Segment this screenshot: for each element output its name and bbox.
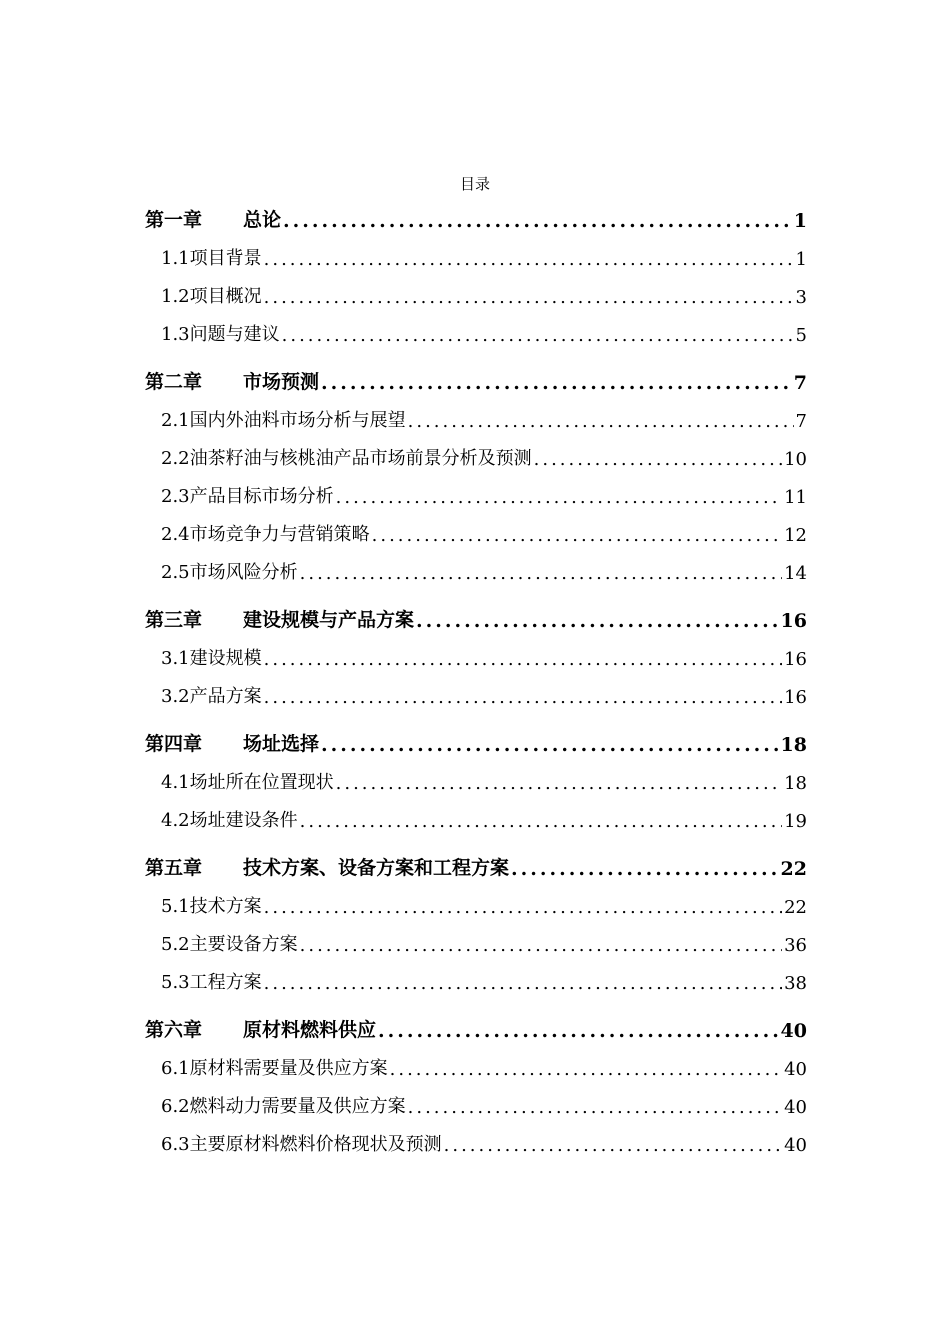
entry-title: 2.4市场竞争力与营销策略 xyxy=(161,524,370,545)
entry-title: 6.1原材料需要量及供应方案 xyxy=(161,1058,388,1079)
entry-title: 1.1项目背景 xyxy=(161,248,262,269)
page-number: 1 xyxy=(793,210,807,232)
entry-title: 2.2油茶籽油与核桃油产品市场前景分析及预测 xyxy=(161,448,532,469)
toc-section-entry[interactable] xyxy=(145,676,807,714)
table-of-contents xyxy=(145,200,807,1162)
toc-chapter-entry[interactable] xyxy=(145,1010,807,1048)
toc-chapter-entry[interactable] xyxy=(145,724,807,762)
dot-leader xyxy=(336,773,782,800)
dot-leader xyxy=(300,935,782,962)
entry-title: 原材料燃料供应 xyxy=(243,1019,377,1041)
toc-entry-label xyxy=(145,853,509,886)
page-number: 16 xyxy=(784,687,807,708)
entry-title: 建设规模与产品方案 xyxy=(243,609,415,631)
dot-leader xyxy=(408,411,794,438)
page-number: 5 xyxy=(795,325,807,346)
toc-entry-label xyxy=(161,320,280,352)
dot-leader xyxy=(300,563,782,590)
toc-section-entry[interactable] xyxy=(145,438,807,476)
entry-title: 市场预测 xyxy=(243,371,320,393)
page-number: 40 xyxy=(784,1097,807,1118)
toc-section-entry[interactable] xyxy=(145,514,807,552)
page-number: 18 xyxy=(780,734,807,756)
page-number: 7 xyxy=(795,411,807,432)
toc-chapter-entry[interactable] xyxy=(145,362,807,400)
page-number: 12 xyxy=(784,525,807,546)
dot-leader xyxy=(283,210,792,238)
toc-section-entry[interactable] xyxy=(145,400,807,438)
chapter-number: 第六章 xyxy=(145,1019,203,1041)
entry-title: 总论 xyxy=(243,209,282,231)
toc-section-entry[interactable] xyxy=(145,314,807,352)
entry-title: 3.2产品方案 xyxy=(161,686,262,707)
toc-entry-label xyxy=(145,205,281,238)
page-number: 36 xyxy=(784,935,807,956)
page-number: 22 xyxy=(780,858,807,880)
page-number: 7 xyxy=(793,372,807,394)
dot-leader xyxy=(264,687,782,714)
toc-section-entry[interactable] xyxy=(145,886,807,924)
page-number: 40 xyxy=(780,1020,807,1042)
entry-title: 6.2燃料动力需要量及供应方案 xyxy=(161,1096,406,1117)
toc-title: 目录 xyxy=(459,175,490,193)
entry-title: 5.1技术方案 xyxy=(161,896,262,917)
entry-title: 4.1场址所在位置现状 xyxy=(161,772,334,793)
toc-section-entry[interactable] xyxy=(145,962,807,1000)
entry-title: 1.2项目概况 xyxy=(161,286,262,307)
dot-leader xyxy=(408,1097,782,1124)
dot-leader xyxy=(416,610,779,638)
toc-entry-label xyxy=(161,1054,388,1086)
toc-entry-label xyxy=(161,682,262,714)
entry-title: 场址选择 xyxy=(243,733,320,755)
entry-title: 2.1国内外油料市场分析与展望 xyxy=(161,410,406,431)
entry-title: 2.3产品目标市场分析 xyxy=(161,486,334,507)
chapter-number: 第五章 xyxy=(145,857,203,879)
toc-entry-label xyxy=(145,729,319,762)
page-number: 16 xyxy=(780,610,807,632)
entry-title: 3.1建设规模 xyxy=(161,648,262,669)
toc-entry-label xyxy=(161,406,406,438)
page-number: 16 xyxy=(784,649,807,670)
toc-entry-label xyxy=(161,558,298,590)
dot-leader xyxy=(511,858,779,886)
toc-entry-label xyxy=(161,768,334,800)
toc-section-entry[interactable] xyxy=(145,924,807,962)
toc-entry-label xyxy=(161,1130,442,1162)
toc-section-entry[interactable] xyxy=(145,238,807,276)
toc-entry-label xyxy=(161,244,262,276)
toc-section-entry[interactable] xyxy=(145,762,807,800)
toc-section-entry[interactable] xyxy=(145,1124,807,1162)
page-number: 40 xyxy=(784,1059,807,1080)
page-number: 18 xyxy=(784,773,807,794)
page-number: 40 xyxy=(784,1135,807,1156)
entry-title: 1.3问题与建议 xyxy=(161,324,280,345)
toc-entry-label xyxy=(145,605,414,638)
dot-leader xyxy=(264,649,782,676)
toc-entry-label xyxy=(161,444,532,476)
toc-chapter-entry[interactable] xyxy=(145,600,807,638)
dot-leader xyxy=(300,811,782,838)
page-number: 22 xyxy=(784,897,807,918)
toc-entry-label xyxy=(161,282,262,314)
dot-leader xyxy=(378,1020,779,1048)
entry-title: 4.2场址建设条件 xyxy=(161,810,298,831)
page-number: 19 xyxy=(784,811,807,832)
toc-section-entry[interactable] xyxy=(145,476,807,514)
entry-title: 6.3主要原材料燃料价格现状及预测 xyxy=(161,1134,442,1155)
dot-leader xyxy=(390,1059,782,1086)
chapter-number: 第四章 xyxy=(145,733,203,755)
page-number: 3 xyxy=(795,287,807,308)
page-number: 11 xyxy=(784,487,807,508)
toc-entry-label xyxy=(161,806,298,838)
dot-leader xyxy=(264,973,782,1000)
dot-leader xyxy=(264,249,794,276)
toc-entry-label xyxy=(161,520,370,552)
page-number: 14 xyxy=(784,563,807,584)
entry-title: 5.3工程方案 xyxy=(161,972,262,993)
toc-entry-label xyxy=(161,968,262,1000)
dot-leader xyxy=(321,734,779,762)
toc-chapter-entry[interactable] xyxy=(145,200,807,238)
toc-section-entry[interactable] xyxy=(145,276,807,314)
dot-leader xyxy=(321,372,792,400)
dot-leader xyxy=(372,525,782,552)
page-number: 1 xyxy=(795,249,807,270)
toc-entry-label xyxy=(145,367,319,400)
chapter-number: 第三章 xyxy=(145,609,203,631)
dot-leader xyxy=(282,325,794,352)
toc-section-entry[interactable] xyxy=(145,1086,807,1124)
dot-leader xyxy=(264,897,782,924)
toc-section-entry[interactable] xyxy=(145,552,807,590)
toc-entry-label xyxy=(161,930,298,962)
dot-leader xyxy=(264,287,794,314)
page-number: 38 xyxy=(784,973,807,994)
toc-section-entry[interactable] xyxy=(145,1048,807,1086)
dot-leader xyxy=(444,1135,782,1162)
toc-entry-label xyxy=(161,644,262,676)
toc-entry-label xyxy=(145,1015,376,1048)
page-number: 10 xyxy=(784,449,807,470)
chapter-number: 第一章 xyxy=(145,209,203,231)
entry-title: 5.2主要设备方案 xyxy=(161,934,298,955)
entry-title: 技术方案、设备方案和工程方案 xyxy=(243,857,510,879)
toc-entry-label xyxy=(161,892,262,924)
toc-chapter-entry[interactable] xyxy=(145,848,807,886)
toc-section-entry[interactable] xyxy=(145,800,807,838)
toc-entry-label xyxy=(161,1092,406,1124)
dot-leader xyxy=(336,487,782,514)
entry-title: 2.5市场风险分析 xyxy=(161,562,298,583)
dot-leader xyxy=(534,449,782,476)
toc-section-entry[interactable] xyxy=(145,638,807,676)
chapter-number: 第二章 xyxy=(145,371,203,393)
toc-entry-label xyxy=(161,482,334,514)
